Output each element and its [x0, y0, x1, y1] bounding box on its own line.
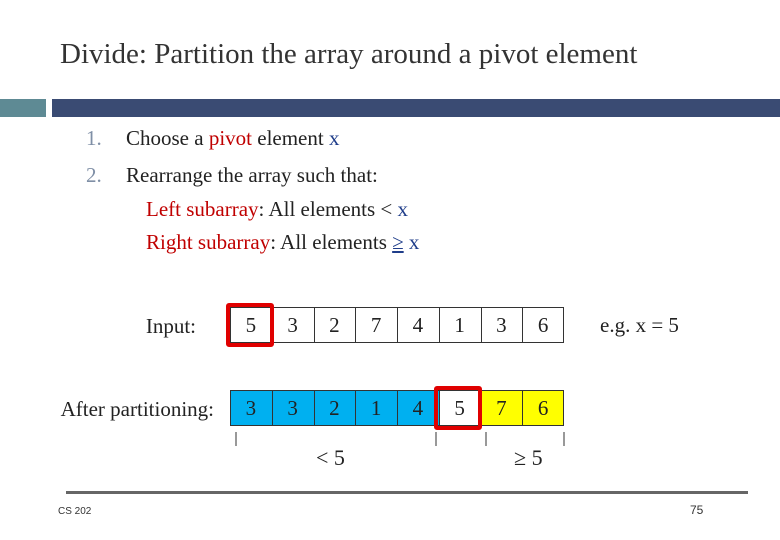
x-var: x — [328, 126, 340, 150]
input-cell: 4 — [412, 312, 424, 337]
right-subarray-rule: Right subarray: All elements ≥ x — [146, 230, 420, 254]
input-cell: 6 — [537, 312, 549, 337]
output-cell: 6 — [537, 395, 549, 420]
output-divider — [272, 390, 273, 426]
pivot-word: pivot — [208, 126, 252, 150]
left-subarray-label: Left subarray — [146, 197, 259, 221]
slide-title: Divide: Partition the array around a pivot element — [60, 38, 638, 70]
input-cell: 7 — [370, 312, 382, 337]
input-divider — [439, 307, 440, 343]
output-divider — [355, 390, 356, 426]
left-subarray-rule: Left subarray: All elements < x — [146, 197, 409, 221]
output-cell: 2 — [329, 395, 340, 420]
output-cell: 1 — [370, 395, 382, 420]
course-label: CS 202 — [58, 506, 92, 517]
step-1: 1. Choose a pivot element x — [86, 126, 340, 150]
input-divider — [355, 307, 356, 343]
step-number: 1. — [86, 126, 102, 150]
step-number: 2. — [86, 163, 102, 187]
title-bar-accent — [0, 99, 46, 117]
input-divider — [397, 307, 398, 343]
after-label: After partitioning: — [60, 397, 214, 421]
page-number: 75 — [690, 503, 704, 517]
geq-label: ≥ 5 — [514, 445, 543, 470]
pivot-highlight-input — [226, 303, 274, 347]
input-cell: 5 — [245, 312, 257, 337]
output-cell: 3 — [287, 395, 298, 420]
example-label: e.g. x = 5 — [600, 313, 679, 337]
output-divider — [397, 390, 398, 426]
output-cell: 4 — [412, 395, 424, 420]
output-divider — [522, 390, 523, 426]
right-subarray-label: Right subarray — [146, 230, 271, 254]
output-cell: 5 — [454, 395, 465, 420]
input-cell: 3 — [496, 312, 507, 337]
output-divider — [314, 390, 315, 426]
input-divider — [522, 307, 523, 343]
input-cell: 1 — [454, 312, 465, 337]
input-cell: 3 — [287, 312, 298, 337]
input-label: Input: — [145, 314, 196, 338]
output-cell: 7 — [496, 395, 507, 420]
title-bar — [52, 99, 780, 117]
pivot-highlight-output — [434, 386, 482, 430]
input-divider — [314, 307, 315, 343]
less-than-label: < 5 — [316, 445, 345, 470]
input-cell: 2 — [329, 312, 340, 337]
output-cell: 3 — [245, 395, 257, 420]
input-divider — [481, 307, 482, 343]
step-2: 2. Rearrange the array such that: — [86, 163, 378, 187]
footer-rule — [66, 491, 748, 494]
